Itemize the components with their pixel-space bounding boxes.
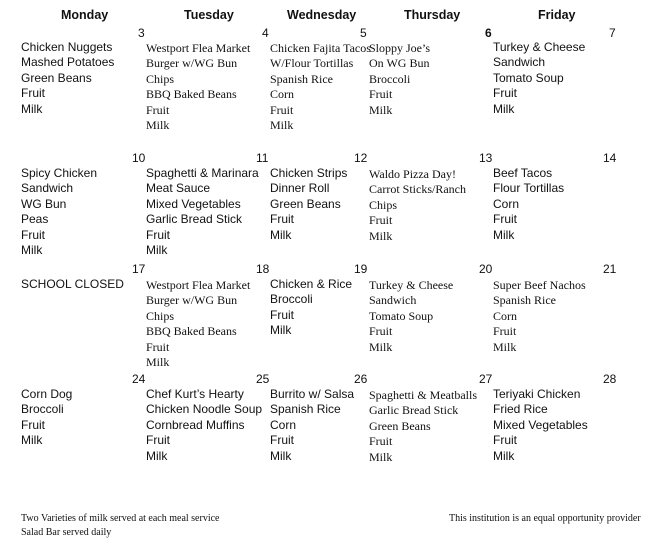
menu-item: Tomato Soup [493, 70, 564, 85]
menu-item: Fruit [369, 434, 393, 449]
menu-item: On WG Bun [369, 56, 430, 71]
menu-item: Green Beans [369, 418, 431, 433]
menu-item: Fruit [270, 307, 294, 322]
date-number: 14 [603, 151, 617, 165]
menu-item: Chicken Fajita Tacos [270, 41, 371, 55]
menu-item: Broccoli [369, 71, 411, 86]
menu-item: Super Beef Nachos [493, 278, 586, 292]
menu-cell-mon-week1 [21, 40, 114, 117]
menu-item: Milk [270, 118, 294, 133]
menu-item: Spaghetti & Meatballs [369, 388, 477, 402]
menu-item: Chips [369, 197, 398, 212]
menu-item: Turkey & Cheese [493, 40, 586, 54]
menu-item: Milk [146, 118, 170, 133]
menu-cell-wed-week1 [270, 41, 371, 133]
header-thursday: Thursday [404, 8, 461, 22]
menu-item: Fruit [270, 212, 294, 227]
menu-cell-wed-week4 [270, 387, 354, 464]
menu-item: Spanish Rice [270, 402, 341, 417]
menu-item: Fruit [21, 86, 45, 101]
menu-item: Dinner Roll [270, 181, 330, 196]
menu-cell-tue-week4 [146, 387, 262, 464]
date-number: 5 [360, 26, 367, 40]
menu-cell-wed-week2 [270, 166, 347, 243]
menu-cell-tue-week1 [146, 41, 250, 133]
date-number: 13 [479, 151, 493, 165]
date-number: 12 [354, 151, 368, 165]
menu-item: Corn Dog [21, 387, 73, 401]
menu-item: Fruit [369, 324, 393, 339]
menu-cell-fri-week3 [493, 278, 586, 355]
date-number: 26 [354, 372, 368, 386]
menu-item: Chicken Nuggets [21, 40, 113, 54]
menu-item: Fruit [146, 433, 170, 448]
date-number: 19 [354, 262, 368, 276]
menu-cell-thu-week2 [369, 167, 466, 244]
menu-item: Corn [493, 196, 520, 211]
menu-item: Sloppy Joe’s [369, 41, 431, 55]
menu-item: Fruit [146, 227, 170, 242]
menu-item: Fruit [493, 86, 517, 101]
menu-item: Broccoli [21, 402, 64, 417]
menu-item: Fruit [21, 417, 45, 432]
menu-cell-tue-week2 [146, 166, 259, 258]
menu-item: Green Beans [21, 70, 92, 85]
menu-item: Mixed Vegetables [493, 417, 588, 432]
menu-item: Fruit [270, 433, 294, 448]
menu-item: Cornbread Muffins [146, 417, 245, 432]
menu-item: Milk [270, 323, 292, 338]
menu-item: BBQ Baked Beans [146, 324, 237, 339]
menu-item: Corn [493, 308, 517, 323]
date-number: 11 [256, 151, 269, 165]
menu-item: WG Bun [21, 196, 67, 211]
date-number: 27 [479, 372, 493, 386]
menu-item: Peas [21, 212, 49, 227]
menu-item: Milk [21, 101, 43, 116]
menu-cell-wed-week3 [270, 277, 352, 339]
menu-item: Sandwich [369, 293, 417, 308]
menu-item: Garlic Bread Stick [369, 403, 459, 418]
menu-item: Beef Tacos [493, 166, 553, 180]
date-number: 3 [138, 26, 145, 40]
menu-item: Chef Kurt’s Hearty [146, 387, 244, 401]
menu-item: Spanish Rice [270, 71, 333, 86]
menu-item: Flour Tortillas [493, 181, 565, 196]
menu-cell-mon-week3 [21, 277, 124, 292]
footer-notes [21, 512, 219, 540]
menu-item: Mashed Potatoes [21, 55, 115, 70]
menu-item: Broccoli [270, 292, 313, 307]
menu-item: Westport Flea Market [146, 41, 251, 55]
menu-item: Tomato Soup [369, 308, 434, 323]
header-tuesday: Tuesday [184, 8, 234, 22]
menu-item: Chicken Strips [270, 166, 348, 180]
date-number: 25 [256, 372, 270, 386]
date-number: 4 [262, 26, 269, 40]
date-number: 18 [256, 262, 270, 276]
menu-item: Milk [493, 227, 515, 242]
menu-item: Garlic Bread Stick [146, 212, 243, 227]
menu-item: Milk [369, 449, 393, 464]
date-number: 28 [603, 372, 617, 386]
menu-item: Burger w/WG Bun [146, 56, 238, 71]
menu-item: Milk [146, 243, 168, 258]
menu-cell-thu-week1 [369, 41, 430, 118]
menu-cell-mon-week4 [21, 387, 72, 449]
menu-item: SCHOOL CLOSED [21, 277, 124, 291]
menu-cell-fri-week1 [493, 40, 585, 117]
menu-item: Meat Sauce [146, 181, 211, 196]
date-number: 17 [132, 262, 146, 276]
header-friday: Friday [538, 8, 576, 22]
menu-item: Green Beans [270, 196, 341, 211]
menu-item: Sandwich [493, 55, 546, 70]
date-number: 21 [603, 262, 617, 276]
menu-item: Fruit [493, 212, 517, 227]
menu-item: Milk [493, 448, 515, 463]
menu-item: Sandwich [21, 181, 74, 196]
menu-item: Milk [270, 227, 292, 242]
menu-item: Fruit [146, 102, 170, 117]
menu-item: Spanish Rice [493, 293, 556, 308]
menu-cell-thu-week4 [369, 388, 477, 465]
menu-cell-thu-week3 [369, 278, 453, 355]
date-number: 24 [132, 372, 146, 386]
menu-item: Spicy Chicken [21, 166, 98, 180]
menu-item: Carrot Sticks/Ranch [369, 182, 466, 197]
header-wednesday: Wednesday [287, 8, 357, 22]
menu-item: Milk [270, 448, 292, 463]
menu-item: Corn [270, 417, 297, 432]
menu-item: Milk [21, 433, 43, 448]
menu-item: Milk [21, 243, 43, 258]
date-number: 20 [479, 262, 493, 276]
equal-opportunity-note: This institution is an equal opportunity provider [449, 513, 641, 524]
menu-item: W/Flour Tortillas [270, 56, 354, 71]
date-number: 7 [609, 26, 616, 40]
menu-item: Spaghetti & Marinara [146, 166, 259, 180]
menu-cell-tue-week3 [146, 278, 250, 370]
menu-item: Milk [146, 355, 170, 370]
menu-item: Milk [369, 339, 393, 354]
menu-item: Chips [146, 308, 175, 323]
menu-item: Burger w/WG Bun [146, 293, 238, 308]
menu-item: Milk [493, 339, 517, 354]
menu-item: Fruit [493, 324, 517, 339]
menu-item: Milk [146, 448, 168, 463]
date-number: 6 [485, 26, 492, 40]
header-monday: Monday [61, 8, 109, 22]
menu-item: BBQ Baked Beans [146, 87, 237, 102]
date-number: 10 [132, 151, 146, 165]
menu-item: Fried Rice [493, 402, 548, 417]
menu-item: Chicken & Rice [270, 277, 353, 291]
milk-note: Two Varieties of milk served at each meal service [21, 513, 220, 524]
menu-item: Fruit [21, 227, 45, 242]
salad-note: Salad Bar served daily [21, 527, 112, 538]
menu-item: Fruit [146, 339, 170, 354]
menu-item: Fruit [493, 433, 517, 448]
menu-item: Fruit [369, 87, 393, 102]
menu-item: Milk [369, 102, 393, 117]
menu-item: Waldo Pizza Day! [369, 167, 456, 181]
menu-item: Teriyaki Chicken [493, 387, 581, 401]
menu-cell-fri-week2 [493, 166, 564, 243]
menu-cell-mon-week2 [21, 166, 97, 258]
menu-item: Chips [146, 71, 175, 86]
menu-item: Mixed Vegetables [146, 196, 241, 211]
menu-item: Chicken Noodle Soup [146, 402, 263, 417]
menu-item: Turkey & Cheese [369, 278, 454, 292]
menu-item: Milk [493, 101, 515, 116]
menu-item: Milk [369, 228, 393, 243]
menu-item: Corn [270, 87, 294, 102]
menu-cell-fri-week4 [493, 387, 588, 464]
menu-item: Westport Flea Market [146, 278, 251, 292]
menu-item: Fruit [369, 213, 393, 228]
menu-item: Fruit [270, 102, 294, 117]
menu-item: Burrito w/ Salsa [270, 387, 355, 401]
